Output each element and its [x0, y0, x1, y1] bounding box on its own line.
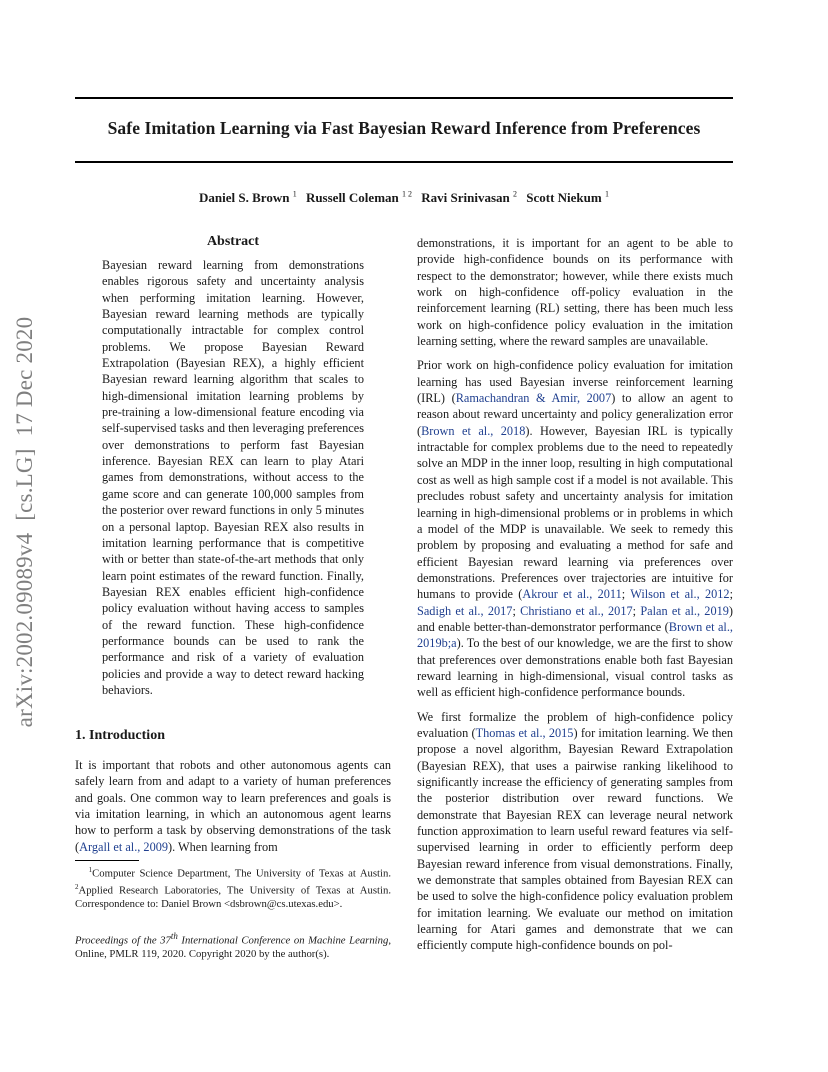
arxiv-stamp	[12, 311, 38, 734]
citation-link[interactable]: Argall et al., 2009	[79, 839, 169, 854]
citation-link[interactable]: Thomas et al., 2015	[475, 725, 574, 740]
right-column	[417, 235, 733, 962]
arxiv-category: [cs.LG]	[12, 448, 37, 521]
abstract-heading: Abstract	[206, 234, 260, 249]
citation-link[interactable]: Christiano et al., 2017	[520, 603, 633, 618]
title-rule-top	[75, 97, 733, 99]
abstract-section	[102, 233, 364, 698]
author-list	[75, 190, 733, 206]
affiliation-footnote: $^1$Computer Science Department, The University of Texas at Austin. $^2$Applied Research Laboratories, The University of Texas at Austin. Correspondence to: Daniel Brown <dsbrown@cs.utexas.edu>.	[75, 866, 392, 910]
introduction-section	[75, 727, 391, 855]
citation-link[interactable]: Palan et al., 2019	[640, 603, 729, 618]
body-paragraph: demonstrations, it is important for an agent to be able to provide high-confidence bounds on its performance with respect to the demonstrator; however, while there exists much work on high-confidence off-policy evaluation in the reinforcement learning (RL) setting, there has been much less work on high-confidence policy evaluation in the imitation learning setting, where the reward samples are unavailable.	[417, 236, 733, 349]
citation-link[interactable]: Sadigh et al., 2017	[417, 603, 513, 618]
citation-link[interactable]: Ramachandran & Amir, 2007	[455, 391, 612, 406]
body-paragraph: We first formalize the problem of high-confidence policy evaluation (Thomas et al., 2015) for imitation learning. We then propose a novel algorithm, Bayesian Reward Extrapolation (Bayesian REX), that uses a pairwise ranking likelihood to significantly increase the efficiency of generating samples from the posterior distribution over reward functions. We demonstrate that Bayesian REX can leverage neural network function approximation to learn useful reward features via self-supervised learning in order to efficiently perform deep Bayesian reward inference from visual demonstrations. Finally, we demonstrate that samples obtained from Bayesian REX can be used to solve the high-confidence policy evaluation problem for imitation learning. We evaluate our method on imitation learning for Atari games and demonstrate that we can efficiently compute high-confidence bounds on pol-	[417, 709, 733, 953]
author: Ravi Srinivasan $^2$	[421, 189, 517, 205]
author: Daniel S. Brown $^1$	[199, 189, 297, 205]
author: Scott Niekum $^1$	[526, 189, 609, 205]
proceedings-note: Proceedings of the 37th International Conference on Machine Learning, Online, PMLR 119, 2020. Copyright 2020 by the author(s).	[75, 931, 391, 960]
citation-link[interactable]: Wilson et al., 2012	[630, 587, 730, 602]
intro-paragraph: It is important that robots and other autonomous agents can safely learn from and adapt to a variety of human preferences and goals. One common way to learn preferences and goals is via imitation learning, in which an autonomous agent learns how to perform a task by observing demonstrations of the task (Argall et al., 2009). When learning from	[75, 758, 391, 854]
footnote-rule	[75, 860, 139, 861]
citation-link[interactable]: Akrour et al., 2011	[522, 587, 622, 602]
arxiv-date: 17 Dec 2020	[12, 316, 37, 437]
arxiv-id: arXiv:2002.09089v4	[12, 532, 37, 728]
section-heading: 1. Introduction	[75, 728, 165, 743]
paper-title: Safe Imitation Learning via Fast Bayesian Reward Inference from Preferences	[107, 118, 701, 138]
title-rule-bottom	[75, 161, 733, 163]
body-paragraph: Prior work on high-confidence policy evaluation for imitation learning has used Bayesian inverse reinforcement learning (IRL) (Ramachandran & Amir, 2007) to allow an agent to reason about reward uncertainty and policy generalization error (Brown et al., 2018). However, Bayesian IRL is typically intractable for complex problems due to the need to repeatedly solve an MDP in the inner loop, resulting in high computational cost as well as high sample cost if a model is not available. This precludes robust safety and uncertainty analysis for imitation learning in high-dimensional problems or in problems in which a model of the MDP is unavailable. We seek to remedy this problem by proposing and evaluating a method for safe and efficient Bayesian reward learning via preferences over demonstrations. Preferences over trajectories are intuitive for humans to provide (Akrour et al., 2011; Wilson et al., 2012; Sadigh et al., 2017; Christiano et al., 2017; Palan et al., 2019) and enable better-than-demonstrator performance (Brown et al., 2019b;a). To the best of our knowledge, we are the first to show that preferences over demonstrations enable both fast Bayesian reward learning in high-dimensional, visual control tasks as well as efficient high-confidence performance bounds.	[417, 358, 734, 700]
citation-link[interactable]: Brown et al., 2019b;a	[417, 619, 733, 651]
author: Russell Coleman $^{1 2}$	[305, 189, 412, 205]
citation-link[interactable]: Brown et al., 2018	[421, 423, 526, 438]
abstract-text: Bayesian reward learning from demonstrations enables rigorous safety and uncertainty analysis when performing imitation learning. However, Bayesian reward learning methods are typically computationally intractable for complex control problems. We propose Bayesian Reward Extrapolation (Bayesian REX), a highly efficient Bayesian reward learning algorithm that scales to high-dimensional imitation learning problems by pre-training a low-dimensional feature encoding via self-supervised tasks and then leveraging preferences over demonstrations to perform fast Bayesian inference. Bayesian REX can learn to play Atari games from demonstrations, without access to the game score and can generate 100,000 samples from the posterior over reward functions in only 5 minutes on a personal laptop. Bayesian REX also results in imitation learning performance that is competitive with or better than state-of-the-art methods that only learn point estimates of the reward function. Finally, Bayesian REX enables efficient high-confidence policy evaluation without having access to samples of the reward function. These high-confidence performance bounds can be used to rank the performance and risk of a variety of evaluation policies and provide a way to detect reward hacking behaviors.	[102, 258, 364, 697]
